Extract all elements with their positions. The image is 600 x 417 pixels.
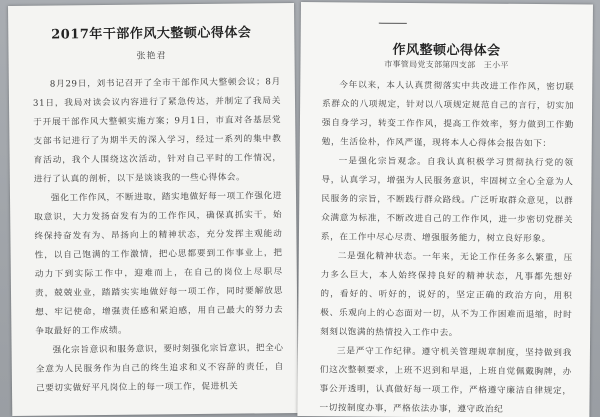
right-document-page <box>297 2 593 417</box>
left-paragraph: 强化宗旨意识和服务意识，要时刻强化宗旨意识，把全心全意为人民服务作为自己的终生追求和义不容辞的责任，自己要切实做好平凡岗位上的每一项工作，促进机关 <box>35 343 284 394</box>
right-paragraph: 今年以来，本人认真贯彻落实中共改进工作作风，密切联系群众的八项规定，针对以八项规定规范自己的言行，切实加强自身学习，转变工作作风，提高工作效率，努力做到工作勤勉，生活俭朴，作风严谨，现将本人心得体会报告如下： <box>321 80 575 150</box>
right-paragraph: 三是严守工作纪律。遵守机关管理规章制度，坚持做到我们这次整顿要求，上班不迟到和早退，上班自觉佩戴胸牌，办事公开透明，认真做好每一项工作，严格遵守廉洁自律规定，一切按制度办事，严格依法办事，遵守政治纪 <box>319 346 572 415</box>
left-document-page <box>8 3 298 416</box>
right-page-title: 作风整顿心得体会 <box>392 42 501 59</box>
right-paragraph: 一是强化宗旨观念。自我认真积极学习贯彻执行党的领导，认真学习，增强为人民服务意识，牢固树立全心全意为人民服务的宗旨，不断践行群众路线。广泛听取群众意见，以群众满意为标准，不断改进自己的工作作风，进一步密切党群关系，在工作中尽心尽责、增强服务能力，树立良好形象。 <box>320 156 574 245</box>
left-page-body <box>33 73 284 399</box>
right-page-body <box>319 76 574 417</box>
right-page-author: 市事管局党支部第四支部 王小平 <box>384 59 509 70</box>
left-paragraph: 8月29日，刘书记召开了全市干部作风大整顿会议；8月31日，我局对读会议内容进行了紧急传达，并制定了我局关于开展干部作风大整顿实施方案；9月1日，市直对各基层党支部书记进行了为期半天的深入学习，经过一系列的集中教育活动，我个人围绕这次活动，针对自己平时的工作情况，进行了认真的剖析，以下是谈谈我的一些心得体会。 <box>32 77 282 185</box>
left-page-author: 张艳君 <box>136 51 167 62</box>
left-paragraph: 强化工作作风，不断进取，踏实地做好每一项工作强化进取意识，大力发扬奋发有为的工作作风，确保真抓实干，始终保持奋发有为、昂扬向上的精神状态，充分发挥主观能动性，以自己饱满的工作激情，把心思都要到工作事业上，把动力下到实际工作中，迎难而上，在自己的岗位上尽职尽责，兢兢业业，踏踏实实地做好每一项工作，同时要解放思想、牢记使命，增强责任感和紧迫感，用自己最大的努力去争取最好的工作成绩。 <box>34 191 284 337</box>
left-page-title: 2017年干部作风大整顿心得体会 <box>51 25 252 43</box>
right-paragraph: 二是强化精神状态。一年来，无论工作任务多么繁重，压力多么巨大，本人始终保持良好的精神状态，凡事都先想好的，看好的、听好的，说好的，坚定正确的政治方向，用积极、乐观向上的心态面对一切，从不为工作困难而退缩，时时刻刻以饱满的热情投入工作中去。 <box>320 251 573 339</box>
page-mark-dash <box>379 23 407 24</box>
